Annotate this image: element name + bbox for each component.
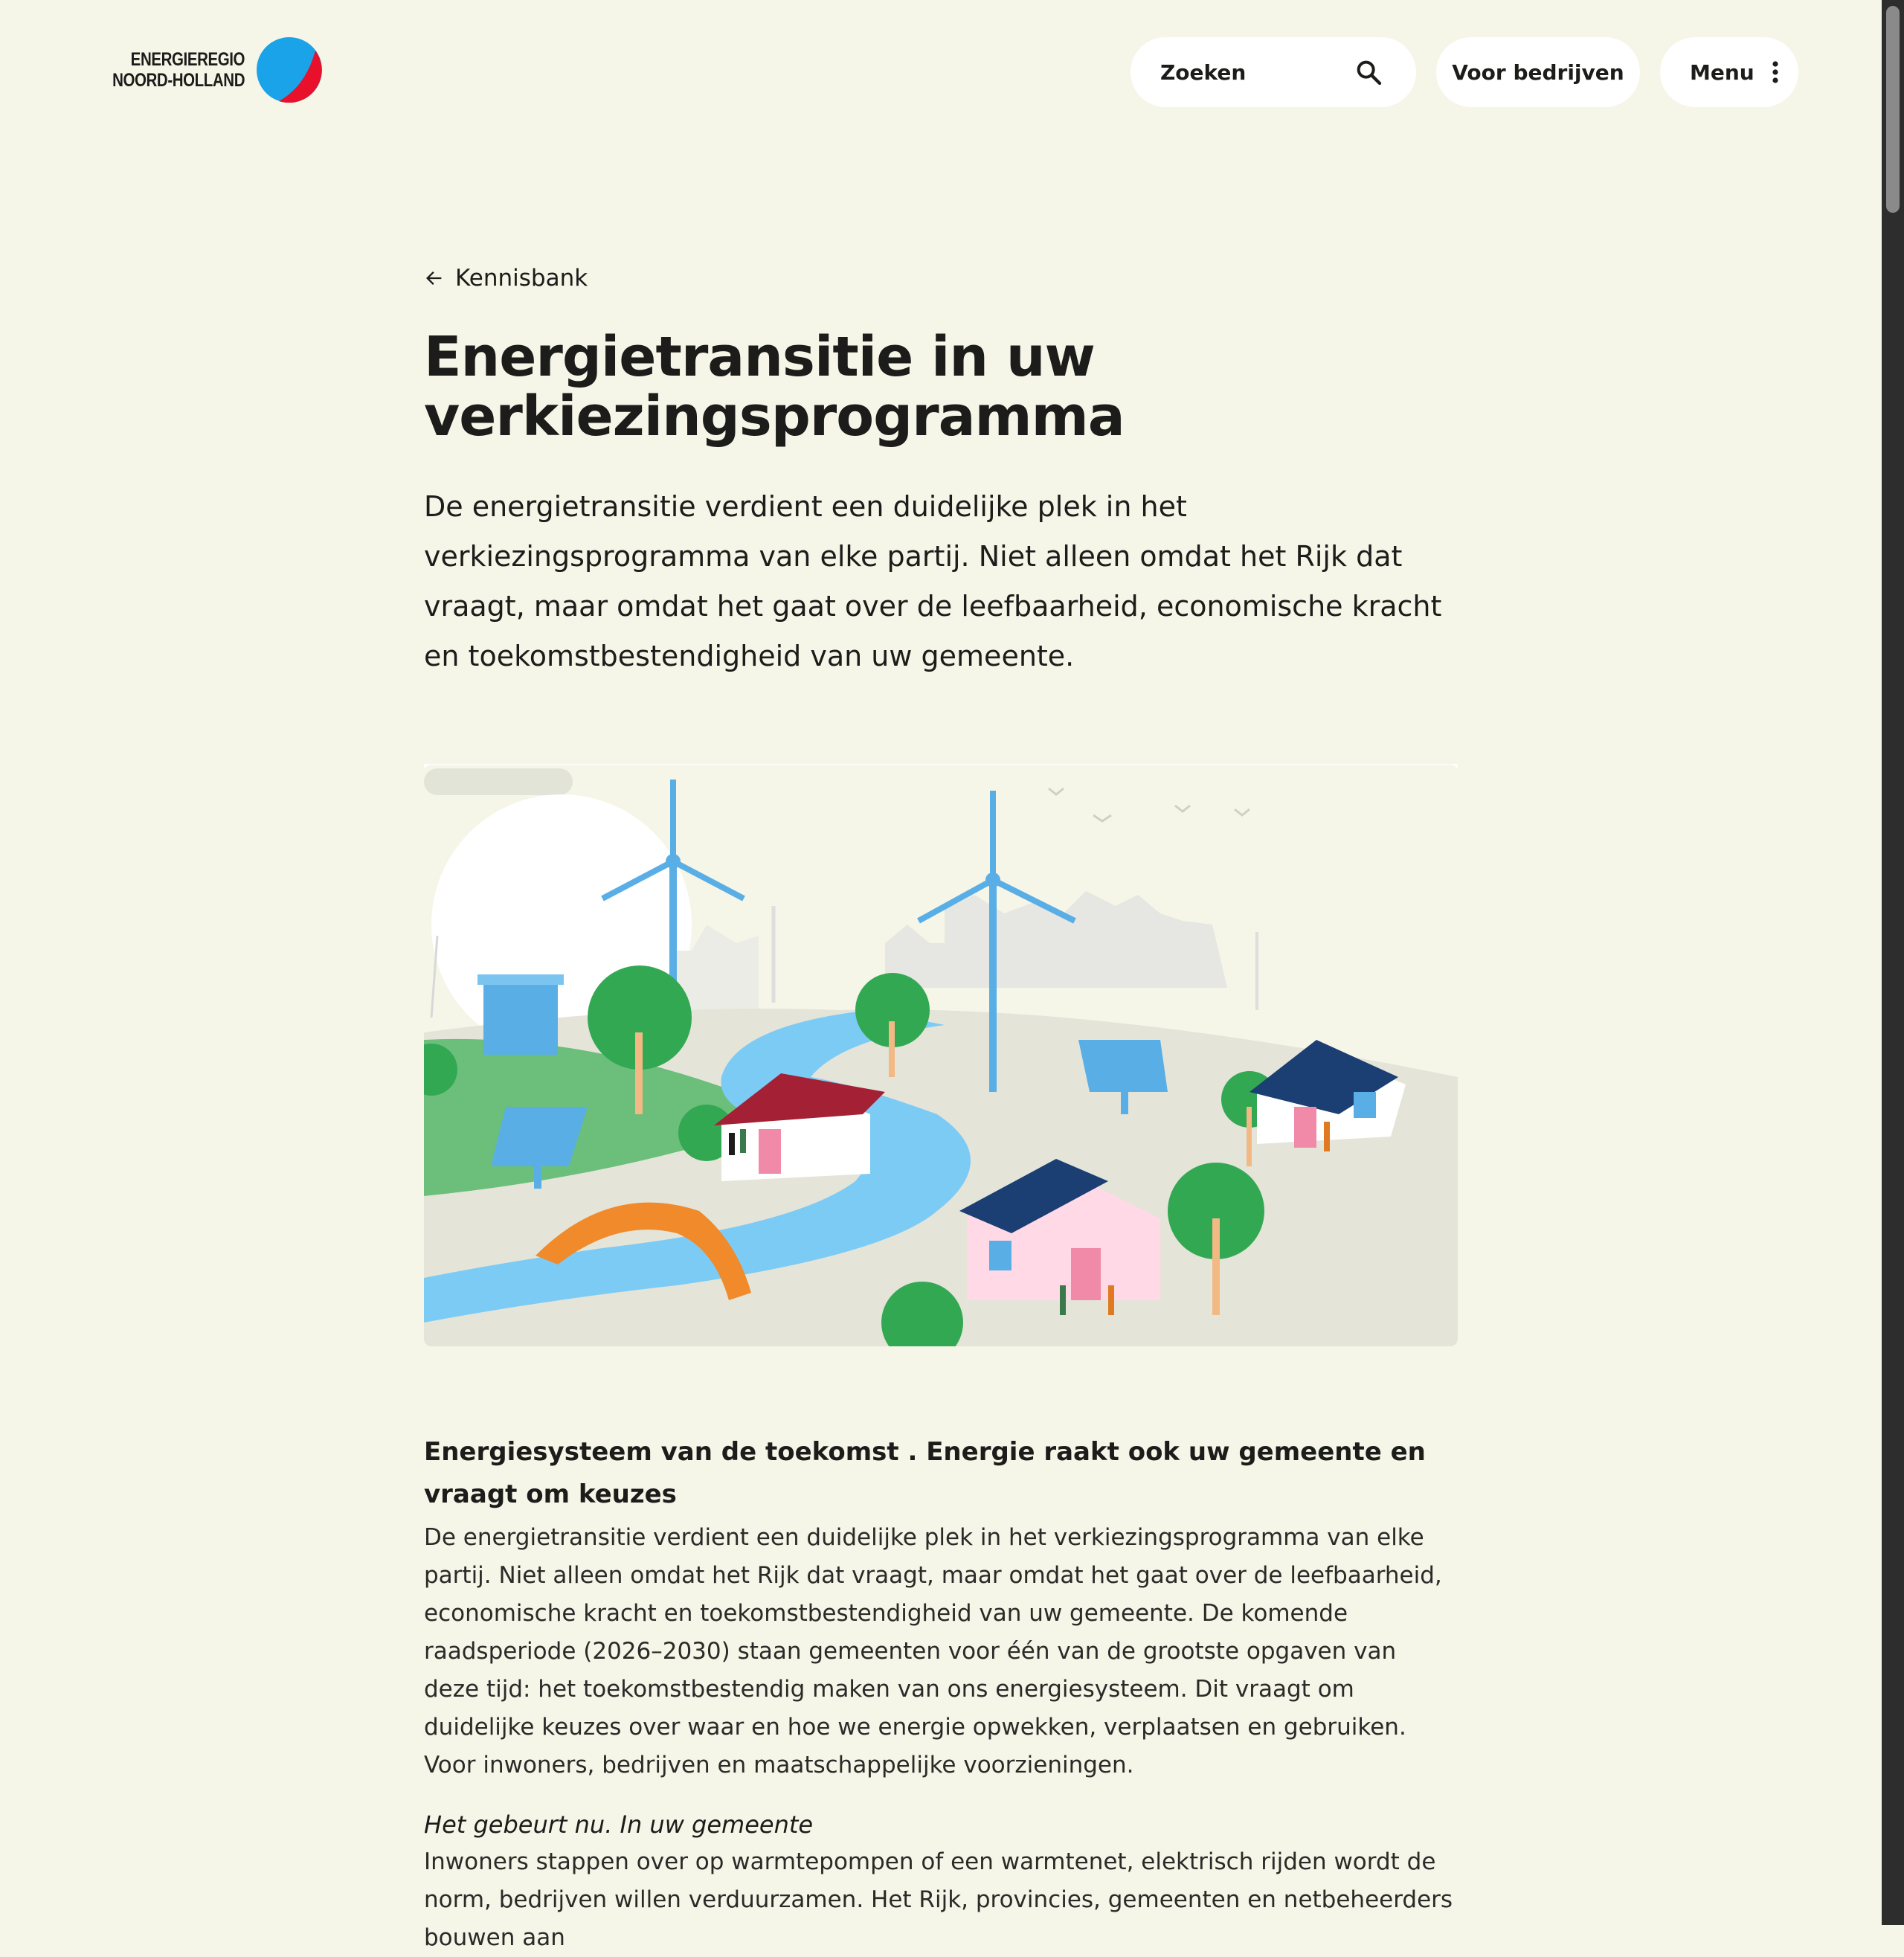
lead-paragraph: De energietransitie verdient een duidelijke plek in het verkiezingsprogramma van elke partij. Niet alleen omdat het Rijk dat vraagt, maar omdat het gaat over de leefbaarheid, economische kracht en toekomstbestendigheid van uw gemeente. bbox=[424, 490, 1442, 672]
back-link[interactable] bbox=[424, 265, 588, 292]
search-label: Zoeken bbox=[1160, 60, 1247, 85]
site-logo[interactable] bbox=[83, 37, 322, 103]
back-link-label: Kennisbank bbox=[455, 265, 588, 292]
kebab-menu-icon bbox=[1771, 60, 1780, 84]
business-button[interactable] bbox=[1436, 37, 1640, 107]
hero-illustration bbox=[424, 765, 1458, 1346]
menu-button[interactable] bbox=[1660, 37, 1798, 107]
menu-label: Menu bbox=[1690, 60, 1755, 85]
search-button[interactable] bbox=[1130, 37, 1416, 107]
page-scrollbar[interactable] bbox=[1882, 0, 1904, 1925]
body-paragraph-2: Inwoners stappen over op warmtepompen of een warmtenet, elektrisch rijden wordt de norm, bedrijven willen verduurzamen. Het Rijk, provincies, gemeenten en netbeheerders bouwen aan bbox=[424, 1848, 1453, 1951]
section-heading: Energiesysteem van de toekomst . Energie raakt ook uw gemeente en vraagt om keuzes bbox=[424, 1437, 1426, 1509]
scrollbar-thumb[interactable] bbox=[1886, 6, 1900, 213]
business-label: Voor bedrijven bbox=[1452, 60, 1624, 85]
arrow-left-icon bbox=[424, 268, 445, 289]
logo-mark-icon bbox=[257, 37, 322, 103]
subheading: Het gebeurt nu. In uw gemeente bbox=[424, 1810, 814, 1839]
landscape-illustration bbox=[424, 765, 1458, 1346]
section-body: De energietransitie verdient een duidelijke plek in het verkiezingsprogramma van elke partij. Niet alleen omdat het Rijk dat vraagt, maar omdat het gaat over de leefbaarheid, economische kracht en toekomstbestendigheid van uw gemeente. De komende raadsperiode (2026–2030) staan gemeenten voor één van de grootste opgaven van deze tijd: het toekomstbestendig maken van ons energiesysteem. Dit vraagt om duidelijke keuzes over waar en hoe we energie opwekken, verplaatsen en gebruiken. Voor inwoners, bedrijven en maatschappelijke voorzieningen. bbox=[424, 1524, 1442, 1778]
search-icon bbox=[1354, 57, 1383, 87]
logo-wordmark: ENERGIEREGIO NOORD-HOLLAND bbox=[112, 49, 245, 91]
page-title: Energietransitie in uw verkiezingsprogramma bbox=[424, 325, 1125, 449]
